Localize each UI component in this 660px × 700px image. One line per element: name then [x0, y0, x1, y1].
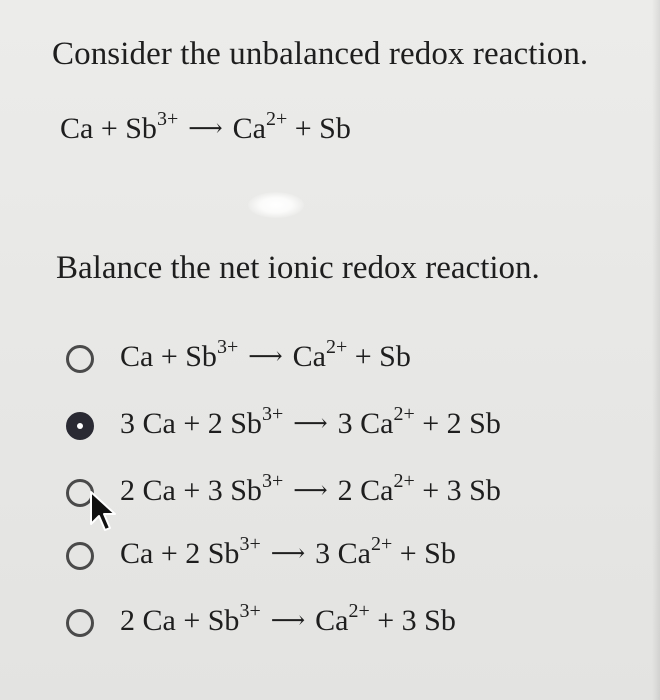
answer-option-2[interactable]: [60, 405, 640, 449]
products-tail: + Sb: [294, 112, 351, 145]
reaction-arrow-icon: ⟶: [293, 411, 328, 437]
reaction-arrow-icon: ⟶: [293, 478, 328, 504]
products-tail: + 3 Sb: [377, 604, 456, 637]
answer-option-5[interactable]: [60, 602, 640, 646]
reactants: 2 Ca + 3 Sb: [120, 474, 262, 507]
reaction-arrow-icon: ⟶: [248, 344, 283, 370]
option-reaction-5: [120, 602, 456, 638]
reactants: Ca + Sb: [120, 340, 217, 373]
charge: 3+: [216, 336, 239, 358]
products: 3 Ca: [315, 537, 371, 570]
reactants: Ca + 2 Sb: [120, 537, 240, 570]
products-tail: + 2 Sb: [422, 407, 501, 440]
products-tail: + 3 Sb: [422, 474, 501, 507]
mouse-pointer-icon: [88, 490, 118, 534]
page-edge-shadow: [652, 0, 660, 700]
charge: 3+: [239, 533, 261, 555]
charge: 3+: [261, 470, 284, 492]
products: 3 Ca: [337, 407, 394, 440]
reaction-arrow-icon: ⟶: [270, 608, 306, 634]
products: Ca: [315, 604, 349, 637]
radio-button-1[interactable]: [66, 345, 94, 373]
products-tail: + Sb: [399, 537, 456, 570]
products: 2 Ca: [337, 474, 394, 507]
reaction-arrow-icon: ⟶: [188, 116, 223, 142]
charge: 2+: [265, 108, 288, 130]
option-reaction-3: [120, 472, 501, 508]
products: Ca: [232, 112, 266, 145]
charge: 2+: [325, 336, 348, 358]
question-title: Consider the unbalanced redox reaction.: [52, 36, 589, 72]
charge: 3+: [239, 600, 261, 622]
option-reaction-4: [120, 535, 456, 571]
radio-button-5[interactable]: [66, 609, 94, 637]
answer-option-4[interactable]: [60, 535, 640, 579]
products-tail: + Sb: [354, 340, 411, 373]
reactants: Ca + Sb: [60, 112, 157, 145]
reaction-arrow-icon: ⟶: [270, 541, 306, 567]
charge: 2+: [370, 533, 393, 555]
instruction-text: Balance the net ionic redox reaction.: [56, 250, 540, 286]
answer-option-3[interactable]: [60, 472, 640, 516]
reactants: 2 Ca + Sb: [120, 604, 240, 637]
products: Ca: [292, 340, 326, 373]
answer-option-1[interactable]: [60, 338, 640, 382]
charge: 2+: [348, 600, 370, 622]
charge: 2+: [393, 470, 415, 492]
radio-button-2-selected[interactable]: [66, 412, 94, 440]
charge: 3+: [156, 108, 179, 130]
option-reaction-2: [120, 405, 501, 441]
option-reaction-1: [120, 338, 411, 374]
charge: 2+: [393, 403, 415, 425]
reactants: 3 Ca + 2 Sb: [120, 407, 262, 440]
radio-button-4[interactable]: [66, 542, 94, 570]
charge: 3+: [261, 403, 284, 425]
